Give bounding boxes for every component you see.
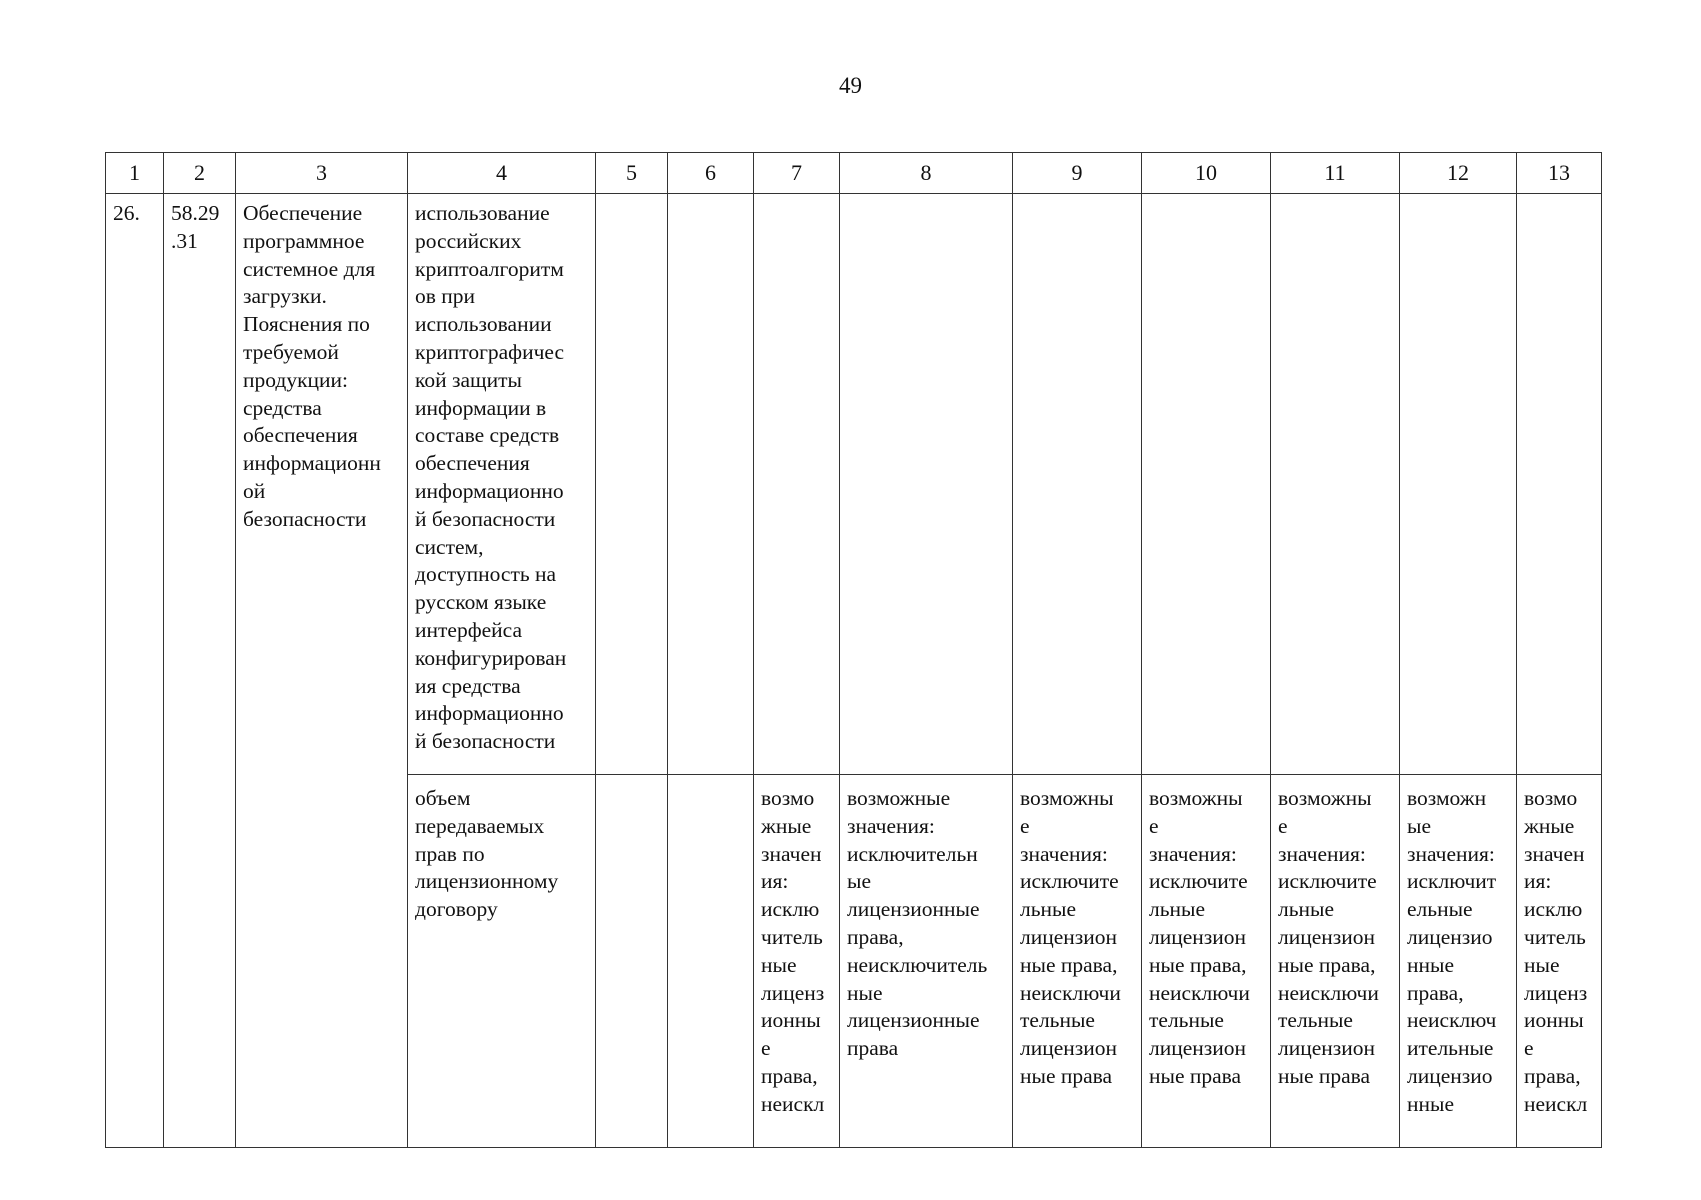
table-cell <box>754 775 840 1148</box>
page-number: 49 <box>839 73 862 98</box>
table-cell <box>754 194 840 775</box>
characteristic-text: объем передаваемых прав по лицензионному договору <box>415 786 559 922</box>
table-cell <box>1142 775 1271 1148</box>
column-header: 10 <box>1142 153 1271 194</box>
cell-text: возможн ые значения: исключит ельные лицензио нные права, неисключ ительные лицензио нные <box>1407 786 1497 1116</box>
okpd-code: 58.29 .31 <box>171 201 220 253</box>
code-cell <box>164 194 236 1148</box>
column-header: 8 <box>840 153 1013 194</box>
table-cell <box>1271 194 1400 775</box>
cell-text: возможны е значения: исключите льные лицензион ные права, неисключи тельные лицензион ные права <box>1149 786 1250 1088</box>
table-cell <box>1400 194 1517 775</box>
table-cell <box>596 194 668 775</box>
table-cell <box>840 775 1013 1148</box>
cell-text: возможны е значения: исключите льные лицензион ные права, неисключи тельные лицензион ные права <box>1020 786 1121 1088</box>
header-row <box>106 153 1602 194</box>
characteristic-text: использование российских криптоалгоритм ов при использовании криптографичес кой защиты информации в составе средств обеспечения информационно й безопасности систем, доступность на русском языке интерфейса конфигурирован ия средства информационно й безопасности <box>415 201 567 754</box>
table-cell <box>596 775 668 1148</box>
column-header: 4 <box>408 153 596 194</box>
table-cell <box>1142 194 1271 775</box>
table-cell <box>668 775 754 1148</box>
table-cell <box>1013 194 1142 775</box>
column-header: 7 <box>754 153 840 194</box>
product-name: Обеспечение программное системное для загрузки. Пояснения по требуемой продукции: средства обеспечения информационн ой безопасности <box>243 201 381 531</box>
table-cell <box>1517 194 1602 775</box>
table-row <box>106 194 1602 775</box>
table-cell <box>1271 775 1400 1148</box>
column-header: 2 <box>164 153 236 194</box>
table-cell <box>1517 775 1602 1148</box>
table-cell <box>1013 775 1142 1148</box>
cell-text: возможные значения: исключительн ые лицензионные права, неисключитель ные лицензионные права <box>847 786 988 1061</box>
column-header: 6 <box>668 153 754 194</box>
cell-text: возмо жные значен ия: исклю читель ные лиценз ионны е права, неискл <box>761 786 825 1116</box>
characteristic-cell <box>408 194 596 775</box>
column-header: 13 <box>1517 153 1602 194</box>
column-header: 3 <box>236 153 408 194</box>
product-name-cell <box>236 194 408 1148</box>
table-cell <box>840 194 1013 775</box>
column-header: 11 <box>1271 153 1400 194</box>
table-cell <box>1400 775 1517 1148</box>
row-number: 26. <box>113 201 140 225</box>
column-header: 1 <box>106 153 164 194</box>
column-header: 5 <box>596 153 668 194</box>
row-number-cell <box>106 194 164 1148</box>
procurement-table <box>105 152 1602 1148</box>
table-cell <box>668 194 754 775</box>
cell-text: возмо жные значен ия: исклю читель ные лиценз ионны е права, неискл <box>1524 786 1588 1116</box>
column-header: 9 <box>1013 153 1142 194</box>
characteristic-cell <box>408 775 596 1148</box>
column-header: 12 <box>1400 153 1517 194</box>
cell-text: возможны е значения: исключите льные лицензион ные права, неисключи тельные лицензион ные права <box>1278 786 1379 1088</box>
